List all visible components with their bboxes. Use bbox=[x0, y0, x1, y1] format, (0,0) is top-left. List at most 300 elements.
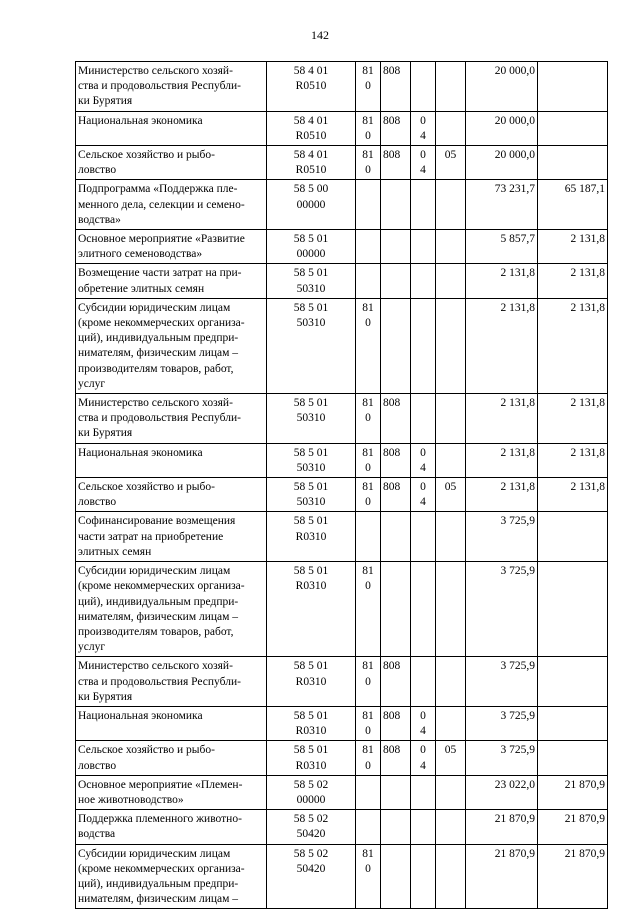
cell-target-code-line: 58 5 01 bbox=[293, 565, 329, 578]
cell-sum-1-line: 21 870,9 bbox=[494, 813, 535, 826]
cell-sum-2 bbox=[538, 478, 608, 512]
cell-sum-1-line: 73 231,7 bbox=[494, 183, 535, 196]
cell-expense-type-line: 0 bbox=[365, 80, 371, 93]
cell-subsection bbox=[436, 394, 466, 444]
cell-grbs bbox=[381, 706, 411, 740]
cell-name-line: нимателям, физическим лицам – bbox=[78, 347, 239, 360]
cell-sum-1-line: 2 131,8 bbox=[500, 446, 535, 459]
cell-name-line: услуг bbox=[78, 641, 106, 654]
cell-sum-2 bbox=[538, 775, 608, 809]
cell-target-code bbox=[267, 741, 356, 775]
cell-target-code bbox=[267, 443, 356, 477]
cell-target-code-line: R0510 bbox=[295, 164, 327, 177]
table-row bbox=[76, 62, 608, 112]
cell-sum-1-line: 20 000,0 bbox=[494, 149, 535, 162]
cell-name-line: ловство bbox=[78, 759, 117, 772]
table-row bbox=[76, 180, 608, 230]
cell-sum-1 bbox=[466, 62, 538, 112]
cell-target-code-line: 58 5 01 bbox=[293, 481, 329, 494]
cell-subsection bbox=[436, 180, 466, 230]
cell-name-line: Сельское хозяйство и рыбо- bbox=[78, 481, 215, 494]
cell-target-code-line: 58 5 01 bbox=[293, 660, 329, 673]
cell-name-line: Субсидии юридическим лицам bbox=[78, 301, 231, 314]
cell-target-code-line: 58 5 01 bbox=[293, 744, 329, 757]
cell-section bbox=[411, 111, 436, 145]
cell-sum-1-line: 2 131,8 bbox=[500, 397, 535, 410]
cell-sum-1-line: 2 131,8 bbox=[500, 301, 535, 314]
cell-name-line: ловство bbox=[78, 164, 117, 177]
cell-sum-1 bbox=[466, 443, 538, 477]
table-row bbox=[76, 706, 608, 740]
cell-name bbox=[76, 298, 267, 393]
cell-section-line: 0 bbox=[420, 744, 426, 757]
cell-grbs bbox=[381, 146, 411, 180]
cell-sum-2-line: 65 187,1 bbox=[564, 183, 605, 196]
cell-name bbox=[76, 180, 267, 230]
cell-sum-1-line: 3 725,9 bbox=[500, 744, 535, 757]
cell-name bbox=[76, 657, 267, 707]
cell-sum-2-line: 2 131,8 bbox=[570, 481, 605, 494]
cell-name-line: Сельское хозяйство и рыбо- bbox=[78, 744, 215, 757]
cell-expense-type bbox=[356, 180, 381, 230]
cell-subsection bbox=[436, 562, 466, 657]
cell-name-line: Поддержка племенного животно- bbox=[78, 813, 242, 826]
cell-name-line: (кроме некоммерческих организа- bbox=[78, 580, 245, 593]
cell-grbs bbox=[381, 62, 411, 112]
cell-name bbox=[76, 706, 267, 740]
cell-subsection bbox=[436, 230, 466, 264]
cell-name bbox=[76, 562, 267, 657]
cell-target-code-line: 50310 bbox=[296, 496, 326, 509]
cell-sum-2 bbox=[538, 443, 608, 477]
cell-name-line: водства» bbox=[78, 213, 121, 226]
cell-name-line: Министерство сельского хозяй- bbox=[78, 660, 233, 673]
table-row bbox=[76, 298, 608, 393]
cell-name-line: услуг bbox=[78, 377, 106, 390]
cell-sum-1-line: 3 725,9 bbox=[500, 660, 535, 673]
cell-name-line: ки Бурятия bbox=[78, 95, 133, 108]
cell-name-line: Национальная экономика bbox=[78, 446, 203, 459]
cell-name-line: Министерство сельского хозяй- bbox=[78, 65, 233, 77]
cell-subsection-line: 05 bbox=[444, 744, 457, 757]
cell-section-line: 0 bbox=[420, 114, 426, 127]
cell-expense-type bbox=[356, 298, 381, 393]
cell-sum-1 bbox=[466, 775, 538, 809]
cell-sum-1 bbox=[466, 298, 538, 393]
cell-sum-1 bbox=[466, 111, 538, 145]
cell-expense-type bbox=[356, 394, 381, 444]
cell-subsection bbox=[436, 512, 466, 562]
cell-name-line: Субсидии юридическим лицам bbox=[78, 565, 231, 578]
cell-grbs-line: 808 bbox=[383, 481, 401, 494]
cell-sum-2 bbox=[538, 62, 608, 112]
cell-sum-1-line: 3 725,9 bbox=[500, 515, 535, 528]
cell-name-line: элитных семян bbox=[78, 545, 152, 558]
cell-target-code-line: 58 5 02 bbox=[293, 813, 329, 826]
cell-section bbox=[411, 706, 436, 740]
cell-sum-2-line: 2 131,8 bbox=[570, 446, 605, 459]
cell-grbs bbox=[381, 512, 411, 562]
cell-target-code bbox=[267, 146, 356, 180]
cell-target-code bbox=[267, 394, 356, 444]
cell-sum-1-line: 23 022,0 bbox=[494, 778, 535, 791]
cell-sum-1 bbox=[466, 394, 538, 444]
cell-grbs-line: 808 bbox=[383, 114, 401, 127]
table-row bbox=[76, 657, 608, 707]
cell-expense-type-line: 81 bbox=[362, 709, 374, 722]
cell-sum-2 bbox=[538, 180, 608, 230]
cell-name bbox=[76, 264, 267, 298]
table-row bbox=[76, 478, 608, 512]
cell-name-line: ное животноводство» bbox=[78, 793, 184, 806]
cell-grbs bbox=[381, 180, 411, 230]
cell-section bbox=[411, 810, 436, 844]
cell-subsection bbox=[436, 264, 466, 298]
cell-expense-type bbox=[356, 443, 381, 477]
cell-section bbox=[411, 298, 436, 393]
cell-expense-type-line: 0 bbox=[365, 496, 371, 509]
cell-target-code-line: R0310 bbox=[295, 759, 327, 772]
cell-name-line: Национальная экономика bbox=[78, 114, 203, 127]
cell-grbs bbox=[381, 111, 411, 145]
cell-section bbox=[411, 62, 436, 112]
cell-name-line: (кроме некоммерческих организа- bbox=[78, 862, 245, 875]
table-row bbox=[76, 741, 608, 775]
cell-target-code-line: R0510 bbox=[295, 80, 327, 93]
cell-expense-type-line: 81 bbox=[362, 446, 374, 459]
cell-section-line: 0 bbox=[420, 149, 426, 162]
cell-name-line: ловство bbox=[78, 496, 117, 509]
cell-name-line: ций), индивидуальным предпри- bbox=[78, 332, 239, 345]
cell-sum-2-line: 2 131,8 bbox=[570, 267, 605, 280]
cell-expense-type-line: 81 bbox=[362, 744, 374, 757]
cell-name-line: ки Бурятия bbox=[78, 427, 133, 440]
cell-expense-type-line: 0 bbox=[365, 580, 371, 593]
cell-expense-type bbox=[356, 512, 381, 562]
cell-subsection bbox=[436, 810, 466, 844]
cell-grbs bbox=[381, 298, 411, 393]
cell-grbs bbox=[381, 230, 411, 264]
cell-name-line: Основное мероприятие «Развитие bbox=[78, 233, 245, 246]
cell-target-code-line: 58 4 01 bbox=[293, 114, 329, 127]
cell-subsection bbox=[436, 111, 466, 145]
cell-section-line: 4 bbox=[420, 725, 426, 738]
cell-subsection bbox=[436, 844, 466, 909]
cell-name-line: ства и продовольствия Республи- bbox=[78, 675, 241, 688]
cell-name-line: нимателям, физическим лицам – bbox=[78, 610, 239, 623]
cell-name-line: элитного семеноводства» bbox=[78, 248, 203, 261]
cell-target-code-line: 50420 bbox=[296, 828, 326, 841]
cell-target-code bbox=[267, 562, 356, 657]
cell-name-line: обретение элитных семян bbox=[78, 282, 205, 295]
cell-grbs bbox=[381, 741, 411, 775]
cell-name bbox=[76, 741, 267, 775]
cell-expense-type bbox=[356, 775, 381, 809]
cell-name bbox=[76, 844, 267, 909]
cell-section-line: 4 bbox=[420, 759, 426, 772]
cell-name bbox=[76, 62, 267, 112]
cell-name-line: ства и продовольствия Республи- bbox=[78, 80, 241, 93]
cell-target-code-line: R0310 bbox=[295, 580, 327, 593]
cell-name-line: производителям товаров, работ, bbox=[78, 625, 234, 638]
cell-name-line: Сельское хозяйство и рыбо- bbox=[78, 149, 215, 162]
cell-target-code-line: 00000 bbox=[296, 793, 326, 806]
cell-target-code-line: 58 4 01 bbox=[293, 149, 329, 162]
cell-sum-2 bbox=[538, 264, 608, 298]
cell-target-code bbox=[267, 111, 356, 145]
table-row bbox=[76, 810, 608, 844]
cell-grbs bbox=[381, 775, 411, 809]
cell-subsection bbox=[436, 741, 466, 775]
cell-sum-2 bbox=[538, 810, 608, 844]
cell-expense-type-line: 0 bbox=[365, 412, 371, 425]
cell-target-code bbox=[267, 62, 356, 112]
cell-expense-type-line: 81 bbox=[362, 847, 374, 860]
cell-subsection bbox=[436, 62, 466, 112]
cell-expense-type bbox=[356, 264, 381, 298]
cell-name-line: Софинансирование возмещения bbox=[78, 515, 236, 528]
table-row bbox=[76, 394, 608, 444]
cell-expense-type-line: 0 bbox=[365, 759, 371, 772]
cell-section bbox=[411, 443, 436, 477]
cell-section bbox=[411, 180, 436, 230]
cell-name-line: Возмещение части затрат на при- bbox=[78, 267, 242, 280]
cell-name-line: ций), индивидуальным предпри- bbox=[78, 595, 239, 608]
cell-expense-type bbox=[356, 62, 381, 112]
cell-sum-1-line: 5 857,7 bbox=[500, 233, 535, 246]
cell-sum-2 bbox=[538, 298, 608, 393]
cell-name-line: ки Бурятия bbox=[78, 690, 133, 703]
cell-grbs bbox=[381, 844, 411, 909]
cell-sum-1-line: 3 725,9 bbox=[500, 709, 535, 722]
cell-sum-1-line: 2 131,8 bbox=[500, 481, 535, 494]
cell-grbs-line: 808 bbox=[383, 397, 401, 410]
cell-target-code bbox=[267, 810, 356, 844]
cell-sum-2 bbox=[538, 394, 608, 444]
cell-target-code-line: 58 5 01 bbox=[293, 446, 329, 459]
cell-grbs-line: 808 bbox=[383, 65, 401, 77]
cell-section-line: 4 bbox=[420, 496, 426, 509]
cell-target-code bbox=[267, 264, 356, 298]
cell-expense-type-line: 0 bbox=[365, 862, 371, 875]
cell-subsection bbox=[436, 706, 466, 740]
cell-grbs bbox=[381, 810, 411, 844]
cell-grbs-line: 808 bbox=[383, 149, 401, 162]
cell-expense-type-line: 81 bbox=[362, 565, 374, 578]
cell-name-line: производителям товаров, работ, bbox=[78, 362, 234, 375]
cell-name-line: Подпрограмма «Поддержка пле- bbox=[78, 183, 238, 196]
cell-sum-2 bbox=[538, 741, 608, 775]
cell-subsection bbox=[436, 775, 466, 809]
cell-target-code-line: 50420 bbox=[296, 862, 326, 875]
cell-section-line: 4 bbox=[420, 129, 426, 142]
cell-expense-type-line: 81 bbox=[362, 481, 374, 494]
cell-name bbox=[76, 146, 267, 180]
cell-sum-2 bbox=[538, 706, 608, 740]
cell-grbs bbox=[381, 264, 411, 298]
cell-target-code-line: 50310 bbox=[296, 412, 326, 425]
cell-target-code-line: 50310 bbox=[296, 317, 326, 330]
table-row bbox=[76, 844, 608, 909]
cell-sum-1 bbox=[466, 230, 538, 264]
cell-expense-type bbox=[356, 741, 381, 775]
cell-target-code bbox=[267, 230, 356, 264]
cell-target-code-line: 58 5 02 bbox=[293, 847, 329, 860]
cell-section-line: 4 bbox=[420, 461, 426, 474]
cell-subsection bbox=[436, 146, 466, 180]
budget-table bbox=[75, 61, 608, 909]
cell-expense-type bbox=[356, 478, 381, 512]
cell-expense-type-line: 81 bbox=[362, 114, 374, 127]
cell-target-code-line: 58 5 01 bbox=[293, 709, 329, 722]
cell-expense-type bbox=[356, 562, 381, 657]
cell-expense-type bbox=[356, 706, 381, 740]
table-row bbox=[76, 562, 608, 657]
cell-expense-type bbox=[356, 111, 381, 145]
cell-grbs bbox=[381, 562, 411, 657]
cell-sum-1-line: 3 725,9 bbox=[500, 565, 535, 578]
cell-sum-1 bbox=[466, 706, 538, 740]
cell-target-code bbox=[267, 512, 356, 562]
cell-sum-2-line: 21 870,9 bbox=[564, 778, 605, 791]
cell-name-line: ства и продовольствия Республи- bbox=[78, 412, 241, 425]
cell-name bbox=[76, 810, 267, 844]
cell-subsection bbox=[436, 478, 466, 512]
cell-sum-1 bbox=[466, 478, 538, 512]
cell-target-code-line: 58 5 01 bbox=[293, 515, 329, 528]
cell-target-code-line: 50310 bbox=[296, 461, 326, 474]
cell-name bbox=[76, 775, 267, 809]
cell-name bbox=[76, 478, 267, 512]
table-row bbox=[76, 146, 608, 180]
cell-sum-2 bbox=[538, 562, 608, 657]
cell-section bbox=[411, 478, 436, 512]
cell-subsection bbox=[436, 443, 466, 477]
cell-target-code bbox=[267, 775, 356, 809]
table-body bbox=[76, 62, 608, 909]
cell-sum-1-line: 20 000,0 bbox=[494, 65, 535, 77]
cell-grbs-line: 808 bbox=[383, 709, 401, 722]
cell-sum-1 bbox=[466, 512, 538, 562]
cell-name-line: водства bbox=[78, 828, 116, 841]
table-row bbox=[76, 111, 608, 145]
cell-name-line: нимателям, физическим лицам – bbox=[78, 893, 239, 906]
cell-name-line: ций), индивидуальным предпри- bbox=[78, 877, 239, 890]
cell-name bbox=[76, 394, 267, 444]
cell-target-code-line: 50310 bbox=[296, 282, 326, 295]
cell-name-line: менного дела, селекции и семено- bbox=[78, 198, 245, 211]
cell-target-code bbox=[267, 180, 356, 230]
cell-expense-type-line: 0 bbox=[365, 317, 371, 330]
cell-expense-type-line: 0 bbox=[365, 164, 371, 177]
cell-sum-1 bbox=[466, 146, 538, 180]
cell-sum-2 bbox=[538, 111, 608, 145]
cell-target-code bbox=[267, 298, 356, 393]
cell-expense-type-line: 0 bbox=[365, 675, 371, 688]
cell-section bbox=[411, 394, 436, 444]
cell-sum-1 bbox=[466, 264, 538, 298]
cell-target-code bbox=[267, 844, 356, 909]
cell-sum-2 bbox=[538, 657, 608, 707]
cell-target-code-line: 00000 bbox=[296, 198, 326, 211]
cell-target-code bbox=[267, 478, 356, 512]
table-row bbox=[76, 230, 608, 264]
cell-grbs bbox=[381, 657, 411, 707]
cell-target-code bbox=[267, 706, 356, 740]
cell-expense-type-line: 0 bbox=[365, 461, 371, 474]
cell-sum-1 bbox=[466, 657, 538, 707]
table-row bbox=[76, 512, 608, 562]
cell-expense-type bbox=[356, 810, 381, 844]
cell-target-code-line: 58 5 01 bbox=[293, 233, 329, 246]
cell-name bbox=[76, 512, 267, 562]
cell-target-code-line: 58 5 00 bbox=[293, 183, 329, 196]
cell-sum-2 bbox=[538, 230, 608, 264]
cell-grbs-line: 808 bbox=[383, 744, 401, 757]
cell-target-code-line: R0310 bbox=[295, 725, 327, 738]
cell-section bbox=[411, 775, 436, 809]
cell-sum-2 bbox=[538, 512, 608, 562]
cell-grbs bbox=[381, 478, 411, 512]
cell-section bbox=[411, 512, 436, 562]
cell-grbs-line: 808 bbox=[383, 446, 401, 459]
cell-sum-2-line: 2 131,8 bbox=[570, 233, 605, 246]
table-row bbox=[76, 775, 608, 809]
cell-section bbox=[411, 264, 436, 298]
cell-section bbox=[411, 230, 436, 264]
cell-subsection-line: 05 bbox=[444, 481, 457, 494]
cell-expense-type-line: 0 bbox=[365, 129, 371, 142]
cell-expense-type bbox=[356, 844, 381, 909]
table-row bbox=[76, 443, 608, 477]
cell-grbs-line: 808 bbox=[383, 660, 401, 673]
cell-target-code-line: R0310 bbox=[295, 530, 327, 543]
cell-name bbox=[76, 230, 267, 264]
cell-sum-1-line: 2 131,8 bbox=[500, 267, 535, 280]
cell-section bbox=[411, 562, 436, 657]
cell-expense-type-line: 0 bbox=[365, 725, 371, 738]
cell-name-line: части затрат на приобретение bbox=[78, 530, 224, 543]
cell-name bbox=[76, 443, 267, 477]
cell-expense-type bbox=[356, 230, 381, 264]
cell-target-code-line: 58 5 02 bbox=[293, 778, 329, 791]
table-row bbox=[76, 264, 608, 298]
cell-sum-1 bbox=[466, 562, 538, 657]
cell-expense-type-line: 81 bbox=[362, 660, 374, 673]
cell-sum-1 bbox=[466, 810, 538, 844]
cell-sum-2-line: 21 870,9 bbox=[564, 847, 605, 860]
cell-target-code-line: R0510 bbox=[295, 129, 327, 142]
cell-name bbox=[76, 111, 267, 145]
cell-sum-2 bbox=[538, 146, 608, 180]
cell-name-line: (кроме некоммерческих организа- bbox=[78, 317, 245, 330]
cell-name-line: Основное мероприятие «Племен- bbox=[78, 778, 243, 791]
cell-section-line: 0 bbox=[420, 709, 426, 722]
cell-expense-type-line: 81 bbox=[362, 149, 374, 162]
cell-grbs bbox=[381, 394, 411, 444]
cell-name-line: Министерство сельского хозяй- bbox=[78, 397, 233, 410]
cell-expense-type bbox=[356, 146, 381, 180]
cell-sum-1 bbox=[466, 180, 538, 230]
cell-section bbox=[411, 844, 436, 909]
cell-subsection bbox=[436, 657, 466, 707]
cell-subsection bbox=[436, 298, 466, 393]
cell-expense-type-line: 81 bbox=[362, 397, 374, 410]
cell-name-line: Национальная экономика bbox=[78, 709, 203, 722]
cell-section bbox=[411, 657, 436, 707]
cell-target-code-line: 58 4 01 bbox=[293, 65, 329, 77]
cell-sum-2-line: 21 870,9 bbox=[564, 813, 605, 826]
